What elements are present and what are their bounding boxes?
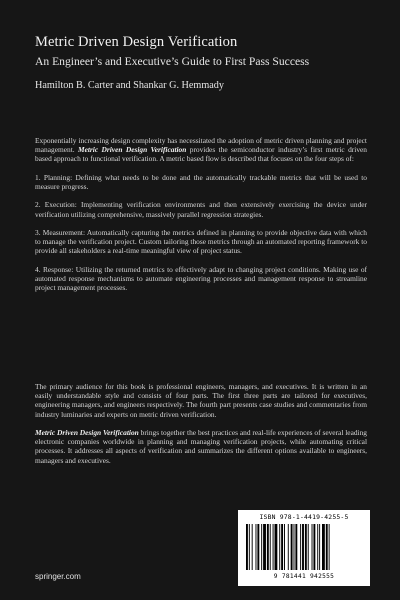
- book-title: Metric Driven Design Verification: [35, 34, 238, 50]
- closing-book-title: Metric Driven Design Verification: [35, 428, 139, 437]
- audience-paragraph: The primary audience for this book is professional engineers, managers, and executives. It is written in an easily understandable style and consists of four parts. The first three parts are tailored for executives, engineering managers, and engineers respectively. The fourth part presents case studies and commentaries from industry luminaries and experts on metric driven verification.: [35, 382, 367, 419]
- intro-text-after: provides the semiconductor industry’s first metric driven based approach to functional verification. A metric based flow is described that focuses on the four steps of:: [35, 145, 367, 164]
- book-subtitle: An Engineer’s and Executive’s Guide to First Pass Success: [35, 55, 310, 68]
- step-planning: 1. Planning: Defining what needs to be done and the automatically trackable metrics that will be used to measure progress.: [35, 172, 367, 191]
- description-block: [35, 136, 367, 292]
- barcode-icon: [244, 524, 364, 570]
- book-authors: Hamilton B. Carter and Shankar G. Hemmady: [35, 80, 224, 91]
- intro-book-title: Metric Driven Design Verification: [78, 145, 187, 155]
- step-execution: 2. Execution: Implementing verification environments and then extensively exercising the device under verification utilizing comprehensive, massively parallel regression strategies.: [35, 200, 367, 219]
- isbn-barcode: [238, 510, 370, 586]
- closing-paragraph: [35, 428, 367, 465]
- audience-block: [35, 382, 367, 465]
- publisher-url: springer.com: [35, 572, 81, 581]
- step-response: 4. Response: Utilizing the returned metrics to effectively adapt to changing project conditions. Making use of automated response mechanisms to automate engineering processes and management response to streamline project management processes.: [35, 264, 367, 293]
- intro-text-before: Exponentially increasing design complexity has necessitated the adoption of metric driven planning and project management.: [35, 136, 367, 155]
- closing-text: brings together the best practices and real-life experiences of several leading electronic companies worldwide in planning and managing verification projects, while automating critical processes. It addresses all aspects of verification and summarizes the different options available to engineers, managers and executives.: [35, 428, 368, 465]
- barcode-digits: 9 781441 942555: [273, 573, 335, 580]
- isbn-label: ISBN 978-1-4419-4255-5: [259, 513, 349, 521]
- intro-paragraph: [35, 136, 367, 164]
- step-measurement: 3. Measurement: Automatically capturing the metrics defined in planning to provide objective data with which to manage the verification project. Custom tailoring those metrics through an automated reporting framework to provide all stakeholders a real-time meaningful view of project status.: [35, 227, 367, 256]
